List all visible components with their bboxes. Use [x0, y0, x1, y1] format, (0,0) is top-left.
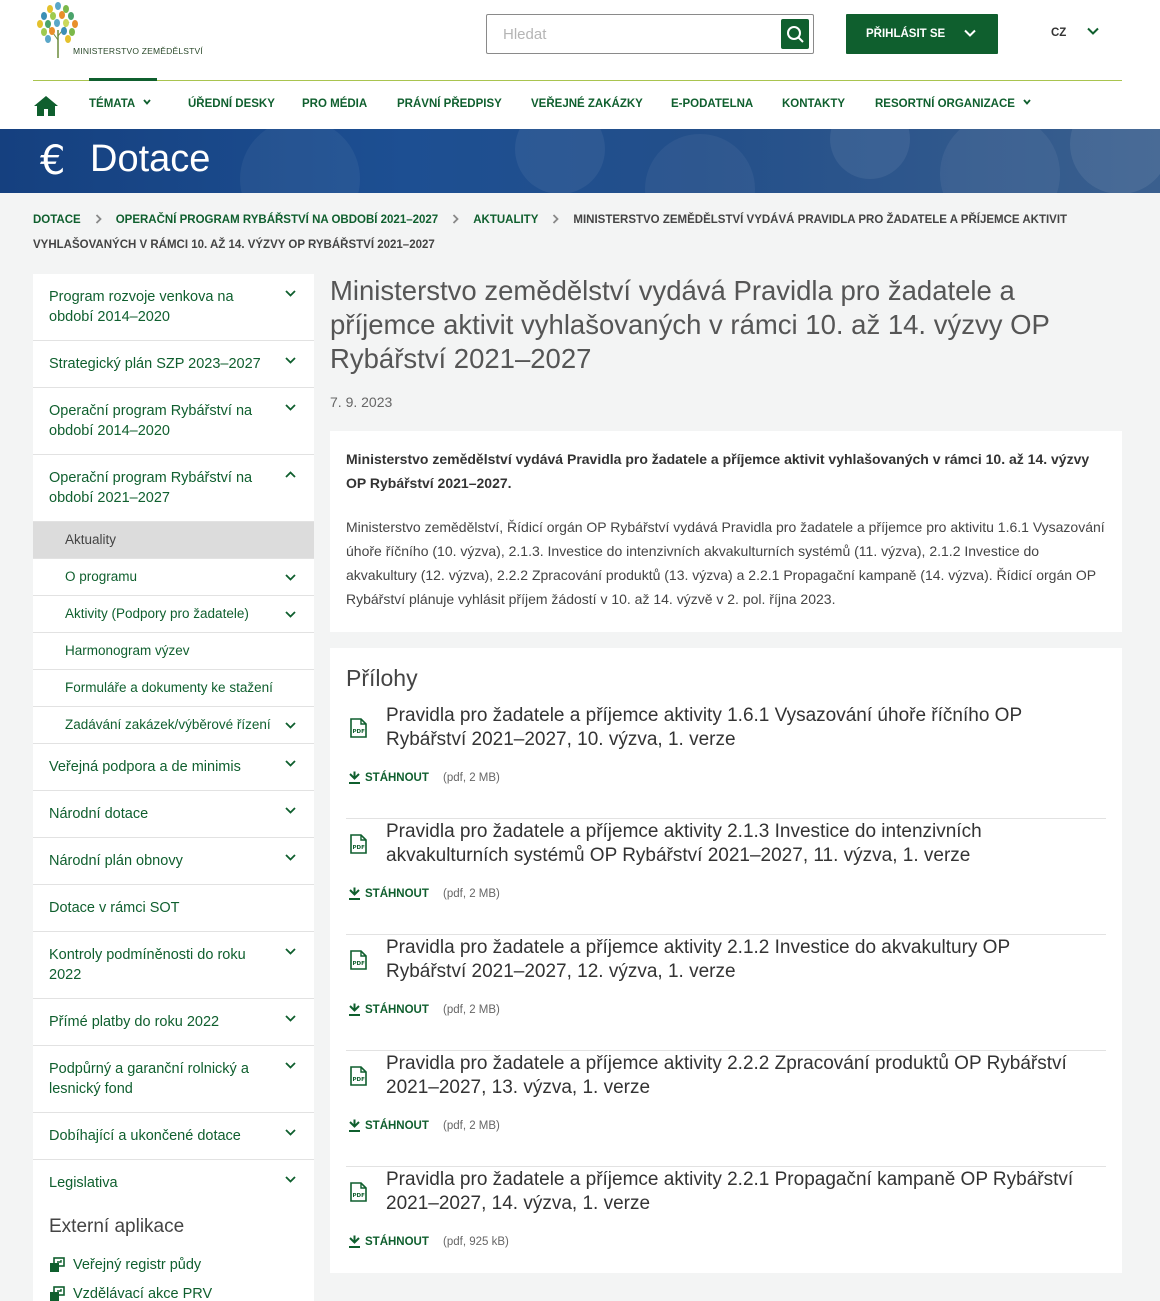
- home-icon[interactable]: [33, 95, 59, 117]
- svg-text:PDF: PDF: [352, 1077, 365, 1083]
- attachment-name[interactable]: Pravidla pro žadatele a příjemce aktivity 1.6.1 Vysazování úhoře říčního OP Rybářství 2021–2027, 10. výzva, 1. verze: [386, 705, 1022, 750]
- pdf-file-icon: [349, 950, 367, 970]
- attachment-meta: (pdf, 2 MB): [443, 888, 500, 900]
- sidebar-item-label: Kontroly podmíněnosti do roku 2022: [49, 947, 246, 983]
- article-date: 7. 9. 2023: [330, 394, 393, 410]
- sidebar-item-op-rybarstvi-2014[interactable]: [33, 388, 314, 455]
- chevron-down-icon: [1087, 25, 1099, 37]
- attachment-name[interactable]: Pravidla pro žadatele a příjemce aktivity 2.2.2 Zpracování produktů OP Rybářství 2021–2027, 13. výzva, 1. verze: [386, 1053, 1067, 1098]
- download-button[interactable]: STÁHNOUT: [348, 1119, 429, 1132]
- search-icon: [786, 25, 804, 43]
- attachments-title: Přílohy: [346, 665, 418, 691]
- breadcrumb-current: MINISTERSTVO ZEMĚDĚLSTVÍ VYDÁVÁ PRAVIDLA PRO ŽADATELE A PŘÍJEMCE AKTIVIT VYHLAŠOVANÝCH V RÁMCI 10. AŽ 14. VÝZVY OP RYBÁŘSTVÍ 2021–2027: [33, 214, 1068, 251]
- chevron-down-icon: [285, 721, 296, 730]
- attachment-item: [346, 935, 1106, 1051]
- external-link-vzdelavaci-akce[interactable]: Vzdělávací akce PRV: [49, 1279, 298, 1301]
- sidebar-subitem-zadavani-zakazek[interactable]: Zadávání zakázek/výběrové řízení: [33, 707, 314, 744]
- sidebar-item-prv[interactable]: [33, 274, 314, 341]
- sidebar-item-label: Dobíhající a ukončené dotace: [49, 1128, 241, 1144]
- download-icon: [348, 771, 361, 784]
- euro-icon: €: [40, 138, 66, 184]
- search-input[interactable]: [487, 15, 777, 53]
- attachments-panel: [330, 648, 1122, 1273]
- svg-text:PDF: PDF: [352, 961, 365, 967]
- svg-text:PDF: PDF: [352, 845, 365, 851]
- sidebar-item-label: Strategický plán SZP 2023–2027: [49, 356, 261, 372]
- sidebar-subitem-harmonogram[interactable]: Harmonogram výzev: [33, 633, 314, 670]
- sidebar-item-dotace-sot[interactable]: [33, 885, 314, 932]
- sidebar-item-prime-platby[interactable]: [33, 999, 314, 1046]
- sidebar-item-label: Operační program Rybářství na období 2014–2020: [49, 403, 253, 439]
- external-app-icon: [49, 1286, 65, 1301]
- chevron-down-icon: [285, 853, 296, 862]
- chevron-right-icon: [452, 214, 459, 224]
- nav-item-verejne-zakazky[interactable]: VEŘEJNÉ ZAKÁZKY: [531, 98, 643, 110]
- attachment-meta: (pdf, 2 MB): [443, 1004, 500, 1016]
- nav-item-pro-media[interactable]: PRO MÉDIA: [302, 98, 368, 110]
- external-apps-title: Externí aplikace: [49, 1216, 185, 1237]
- chevron-down-icon: [143, 98, 151, 106]
- external-link-registr-pudy[interactable]: Veřejný registr půdy: [49, 1250, 298, 1279]
- logo-text: MINISTERSTVO ZEMĚDĚLSTVÍ: [73, 46, 203, 56]
- attachment-meta: (pdf, 2 MB): [443, 1120, 500, 1132]
- download-button[interactable]: STÁHNOUT: [348, 771, 429, 784]
- search-button[interactable]: [781, 19, 809, 49]
- sidebar-item-label: Program rozvoje venkova na období 2014–2020: [49, 289, 234, 325]
- breadcrumb-link-dotace[interactable]: DOTACE: [33, 214, 81, 226]
- sidebar-subitem-formulare[interactable]: Formuláře a dokumenty ke stažení: [33, 670, 314, 707]
- main-navigation: [33, 81, 1122, 129]
- sidebar-item-op-rybarstvi-2021[interactable]: [33, 455, 314, 522]
- sidebar-item-szp[interactable]: [33, 341, 314, 388]
- chevron-down-icon: [285, 403, 296, 412]
- language-selector[interactable]: [1051, 23, 1111, 43]
- external-app-icon: [49, 1257, 65, 1273]
- breadcrumb-link-aktuality[interactable]: AKTUALITY: [473, 214, 539, 226]
- download-button[interactable]: STÁHNOUT: [348, 887, 429, 900]
- login-button[interactable]: [846, 14, 998, 54]
- chevron-right-icon: [95, 214, 102, 224]
- chevron-down-icon: [285, 356, 296, 365]
- download-icon: [348, 1235, 361, 1248]
- attachment-item: [346, 703, 1106, 819]
- chevron-down-icon: [285, 573, 296, 582]
- nav-item-uredni-desky[interactable]: ÚŘEDNÍ DESKY: [188, 98, 275, 110]
- article-body: Ministerstvo zemědělství, Řídicí orgán OP Rybářství vydává Pravidla pro žadatele a příjemce pro aktivitu 1.6.1 Vysazování úhoře říčního (10. výzva), 2.1.3. Investice do intenzivních akvakulturních systémů (11. výzva), 2.1.2 Investice do akvakultury (12. výzva), 2.2.2 Zpracování produktů (13. výzva) a 2.2.1 Propagační kampaně (14. výzva). Řídicí orgán OP Rybářství plánuje vyhlásit příjem žádostí v 10. až 14. výzvě v 2. pol. října 2023.: [346, 519, 1105, 607]
- nav-item-kontakty[interactable]: KONTAKTY: [782, 98, 846, 110]
- nav-item-pravni-predpisy[interactable]: PRÁVNÍ PŘEDPISY: [397, 98, 502, 110]
- breadcrumb-link-op-rybarstvi[interactable]: OPERAČNÍ PROGRAM RYBÁŘSTVÍ NA OBDOBÍ 2021–2027: [115, 214, 439, 226]
- chevron-down-icon: [285, 806, 296, 815]
- sidebar-item-label: Národní plán obnovy: [49, 853, 183, 869]
- chevron-right-icon: [552, 214, 559, 224]
- sidebar-item-narodni-plan-obnovy[interactable]: [33, 838, 314, 885]
- sidebar-item-narodni-dotace[interactable]: [33, 791, 314, 838]
- nav-item-e-podatelna[interactable]: E-PODATELNA: [671, 98, 754, 110]
- pdf-file-icon: [349, 718, 367, 738]
- ministry-logo[interactable]: [33, 0, 203, 62]
- chevron-down-icon: [285, 289, 296, 298]
- sidebar-subitem-aktivity[interactable]: Aktivity (Podpory pro žadatele): [33, 596, 314, 633]
- chevron-down-icon: [964, 27, 976, 39]
- language-label: CZ: [1051, 27, 1067, 39]
- attachment-name[interactable]: Pravidla pro žadatele a příjemce aktivity 2.1.2 Investice do akvakultury OP Rybářství 2021–2027, 12. výzva, 1. verze: [386, 937, 1010, 982]
- attachment-item: [346, 1051, 1106, 1167]
- sidebar-item-label: Veřejná podpora a de minimis: [49, 759, 241, 775]
- sidebar-menu: [33, 274, 314, 1207]
- pdf-file-icon: [349, 1182, 367, 1202]
- article-title: Ministerstvo zemědělství vydává Pravidla pro žadatele a příjemce aktivit vyhlašovaných v rámci 10. až 14. výzvy OP Rybářství 2021–2027: [330, 275, 1050, 374]
- chevron-down-icon: [285, 759, 296, 768]
- sidebar-subitem-aktuality[interactable]: Aktuality: [33, 522, 314, 559]
- attachments-list: [346, 703, 1106, 1283]
- pdf-file-icon: [349, 1066, 367, 1086]
- attachment-item: [346, 1167, 1106, 1283]
- nav-item-resortni-organizace[interactable]: RESORTNÍ ORGANIZACE: [875, 98, 1031, 110]
- sidebar-item-label: Operační program Rybářství na období 2021–2027: [49, 470, 253, 506]
- chevron-down-icon: [285, 947, 296, 956]
- chevron-down-icon: [285, 1128, 296, 1137]
- sidebar-item-label: Přímé platby do roku 2022: [49, 1014, 220, 1030]
- pdf-file-icon: [349, 834, 367, 854]
- article-content: [330, 431, 1122, 632]
- attachment-name[interactable]: Pravidla pro žadatele a příjemce aktivity 2.1.3 Investice do intenzivních akvakulturních systémů OP Rybářství 2021–2027, 11. výzva, 1. verze: [386, 821, 982, 866]
- section-banner: [0, 129, 1160, 193]
- attachment-meta: (pdf, 2 MB): [443, 772, 500, 784]
- sidebar-subitem-o-programu[interactable]: O programu: [33, 559, 314, 596]
- download-icon: [348, 1003, 361, 1016]
- nav-item-temata[interactable]: TÉMATA: [89, 98, 151, 110]
- download-button[interactable]: STÁHNOUT: [348, 1235, 429, 1248]
- chevron-down-icon: [1023, 98, 1031, 106]
- sidebar-item-label: Legislativa: [49, 1175, 118, 1191]
- external-apps-panel: [33, 1198, 314, 1301]
- login-label: PŘIHLÁSIT SE: [866, 28, 946, 40]
- svg-text:PDF: PDF: [352, 729, 365, 735]
- sidebar-item-label: Národní dotace: [49, 806, 149, 822]
- sidebar-item-dobihajici-dotace[interactable]: [33, 1113, 314, 1160]
- download-icon: [348, 887, 361, 900]
- attachment-meta: (pdf, 925 kB): [443, 1236, 509, 1248]
- sidebar-item-verejna-podpora[interactable]: [33, 744, 314, 791]
- sidebar-item-label: Podpůrný a garanční rolnický a lesnický fond: [49, 1061, 249, 1097]
- chevron-down-icon: [285, 1061, 296, 1070]
- sidebar-item-label: Dotace v rámci SOT: [49, 900, 180, 916]
- attachment-item: [346, 819, 1106, 935]
- sidebar-item-pgrlf[interactable]: [33, 1046, 314, 1113]
- chevron-down-icon: [285, 1014, 296, 1023]
- breadcrumb: [33, 208, 1123, 258]
- svg-text:PDF: PDF: [352, 1193, 365, 1199]
- page-section-title: Dotace: [90, 138, 211, 180]
- site-header: [0, 0, 1160, 129]
- chevron-down-icon: [285, 610, 296, 619]
- attachment-name[interactable]: Pravidla pro žadatele a příjemce aktivity 2.2.1 Propagační kampaně OP Rybářství 2021–2027, 14. výzva, 1. verze: [386, 1169, 1074, 1214]
- sidebar-item-kontroly-podminenosti[interactable]: [33, 932, 314, 999]
- download-icon: [348, 1119, 361, 1132]
- article-lead: Ministerstvo zemědělství vydává Pravidla pro žadatele a příjemce aktivit vyhlašovaných v rámci 10. až 14. výzvy OP Rybářství 2021–2027.: [346, 451, 1090, 491]
- chevron-down-icon: [285, 1175, 296, 1184]
- chevron-up-icon: [285, 470, 296, 479]
- download-button[interactable]: STÁHNOUT: [348, 1003, 429, 1016]
- search-box: [486, 14, 814, 54]
